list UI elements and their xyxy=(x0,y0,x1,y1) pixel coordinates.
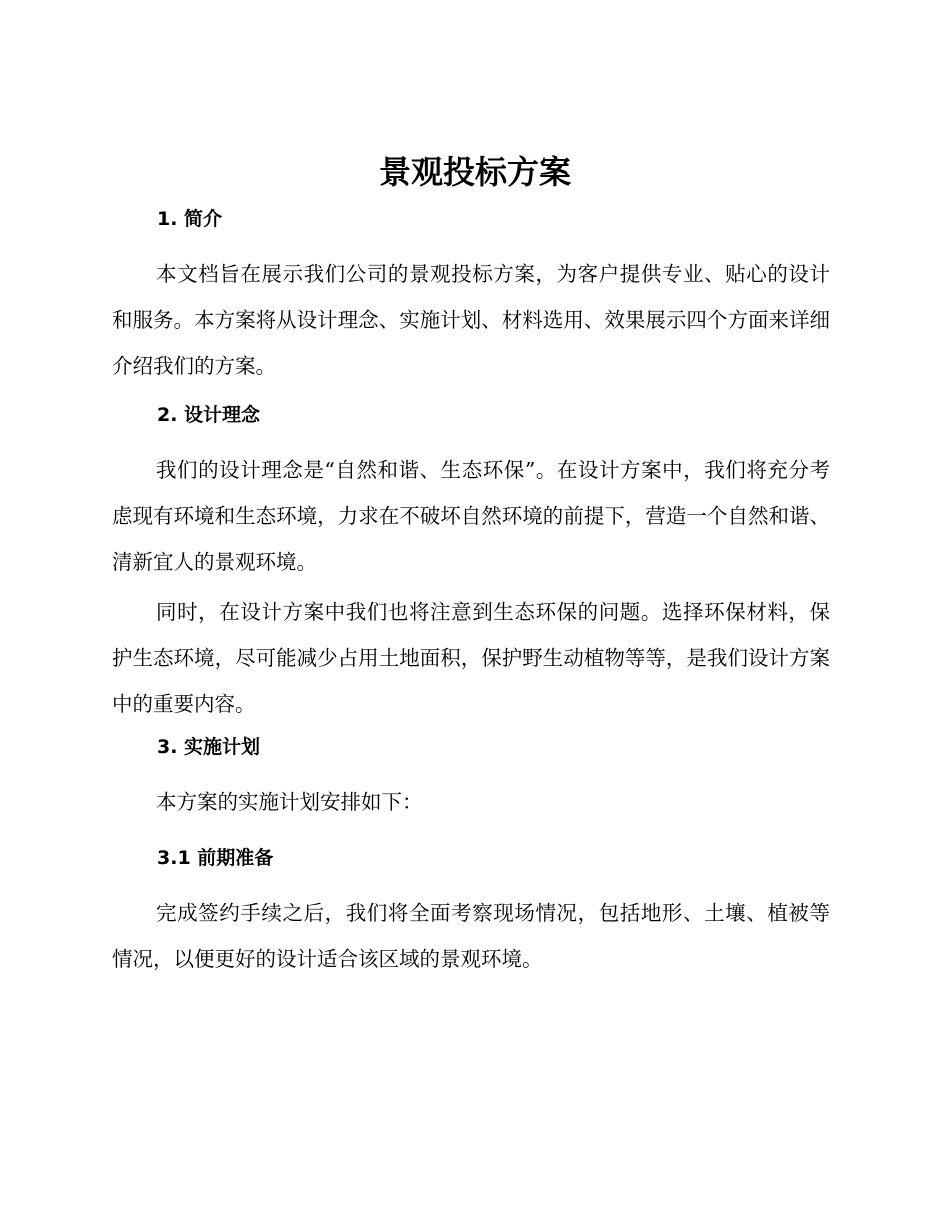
section-paragraph-intro: 本文档旨在展示我们公司的景观投标方案，为客户提供专业、贴心的设计和服务。本方案将从设计理念、实施计划、材料选用、效果展示四个方面来详细介绍我们的方案。 xyxy=(112,262,830,378)
document-title: 景观投标方案 xyxy=(378,153,571,191)
section-paragraph-implementation-plan: 本方案的实施计划安排如下： xyxy=(156,790,423,814)
section-paragraph-preparation: 完成签约手续之后，我们将全面考察现场情况，包括地形、土壤、植被等情况，以便更好的设计适合该区域的景观环境。 xyxy=(112,901,830,971)
section-heading-preparation: 3.1 前期准备 xyxy=(157,847,274,869)
section-paragraph-design-concept-1: 我们的设计理念是“自然和谐、生态环保”。在设计方案中，我们将充分考虑现有环境和生态环境，力求在不破坏自然环境的前提下，营造一个自然和谐、清新宜人的景观环境。 xyxy=(112,458,830,574)
section-heading-intro: 1. 简介 xyxy=(157,208,223,230)
section-heading-design-concept: 2. 设计理念 xyxy=(157,404,261,426)
section-paragraph-design-concept-2: 同时，在设计方案中我们也将注意到生态环保的问题。选择环保材料，保护生态环境，尽可能减少占用土地面积，保护野生动植物等等，是我们设计方案中的重要内容。 xyxy=(112,600,830,716)
section-heading-implementation-plan: 3. 实施计划 xyxy=(157,736,261,758)
